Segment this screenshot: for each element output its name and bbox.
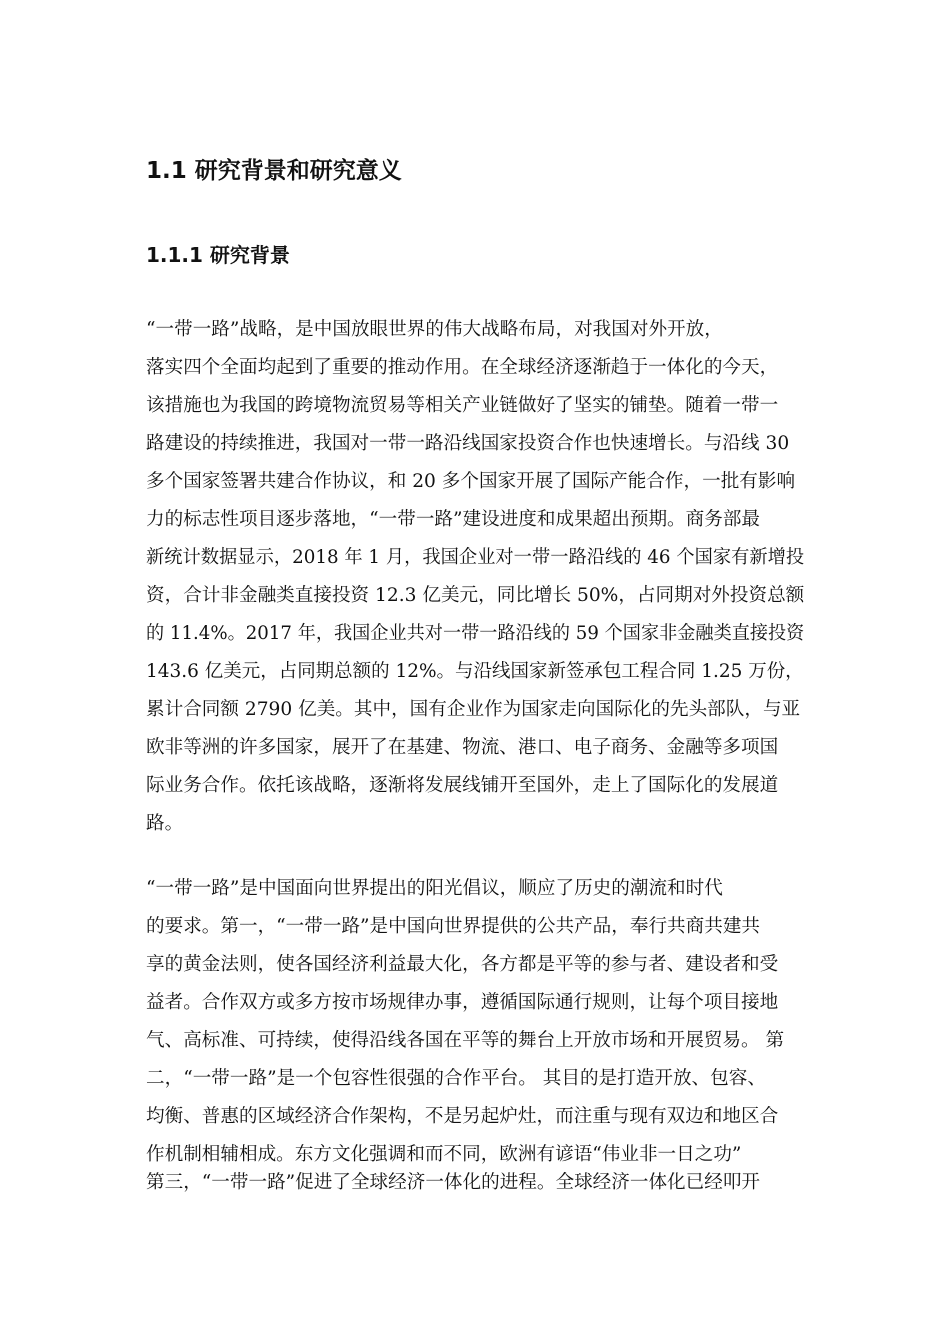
paragraph-2-line: 享的黄金法则，使各国经济利益最大化，各方都是平等的参与者、建设者和受 [146,954,779,975]
paragraph-2-line: 气、高标准、可持续，使得沿线各国在平等的舞台上开放市场和开展贸易。 第 [146,1030,785,1051]
paragraph-2-line: 作机制相辅相成。东方文化强调和而不同，欧洲有谚语“伟业非一日之功” [146,1144,742,1165]
paragraph-1-line: 该措施也为我国的跨境物流贸易等相关产业链做好了坚实的铺垫。随着一带一 [146,395,779,416]
paragraph-1-line: 力的标志性项目逐步落地，“一带一路”建设进度和成果超出预期。商务部最 [146,509,761,530]
paragraph-1-line: 资，合计非金融类直接投资 12.3 亿美元，同比增长 50%，占同期对外投资总额 [146,585,805,606]
paragraph-1-line: 新统计数据显示，2018 年 1 月，我国企业对一带一路沿线的 46 个国家有新增投 [146,547,805,568]
paragraph-2-line: 二，“一带一路”是一个包容性很强的合作平台。 其目的是打造开放、包容、 [146,1068,766,1089]
paragraph-2-line: 益者。合作双方或多方按市场规律办事，遵循国际通行规则，让每个项目接地 [146,992,779,1013]
paragraph-2-line: 均衡、普惠的区域经济合作架构，不是另起炉灶，而注重与现有双边和地区合 [146,1106,779,1127]
paragraph-1-line: “一带一路”战略，是中国放眼世界的伟大战略布局，对我国对外开放， [146,319,723,340]
paragraph-1-line: 际业务合作。依托该战略，逐渐将发展线铺开至国外，走上了国际化的发展道 [146,775,779,796]
paragraph-1-line: 落实四个全面均起到了重要的推动作用。在全球经济逐渐趋于一体化的今天， [146,357,779,378]
section-heading: 1.1 研究背景和研究意义 [146,158,402,184]
paragraph-1-line: 143.6 亿美元，占同期总额的 12%。与沿线国家新签承包工程合同 1.25 万份， [146,661,804,682]
subsection-heading: 1.1.1 研究背景 [146,243,290,267]
paragraph-2-line: 第三，“一带一路”促进了全球经济一体化的进程。全球经济一体化已经叩开 [146,1172,761,1193]
paragraph-1-line: 欧非等洲的许多国家，展开了在基建、物流、港口、电子商务、金融等多项国 [146,737,779,758]
paragraph-1-line: 的 11.4%。2017 年，我国企业共对一带一路沿线的 59 个国家非金融类直接投资 [146,623,805,644]
paragraph-1-line: 路建设的持续推进，我国对一带一路沿线国家投资合作也快速增长。与沿线 30 [146,433,790,454]
paragraph-2-line: 的要求。第一，“一带一路”是中国向世界提供的公共产品，奉行共商共建共 [146,916,761,937]
paragraph-1-line: 路。 [146,813,184,834]
paragraph-1-line: 累计合同额 2790 亿美。其中，国有企业作为国家走向国际化的先头部队，与亚 [146,699,801,720]
paragraph-1-line: 多个国家签署共建合作协议，和 20 多个国家开展了国际产能合作，一批有影响 [146,471,796,492]
paragraph-2-line: “一带一路”是中国面向世界提出的阳光倡议，顺应了历史的潮流和时代 [146,878,723,899]
